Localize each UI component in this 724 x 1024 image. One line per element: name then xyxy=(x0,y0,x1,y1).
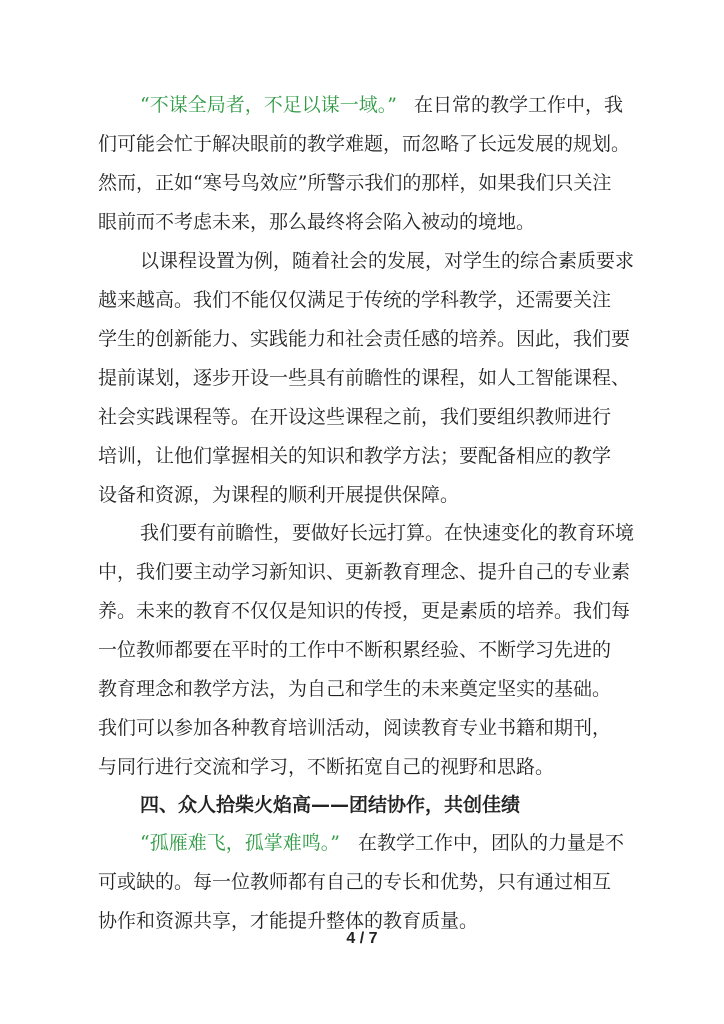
text: 中，我们要主动学习新知识、更新教育理念、提升自己的专业素 xyxy=(98,561,631,583)
paragraph-2-line-4 xyxy=(0,361,724,395)
text: 一位教师都要在平时的工作中不断积累经验、不断学习先进的 xyxy=(98,639,612,661)
text: 培训，让他们掌握相关的知识和教学方法；要配备相应的教学 xyxy=(98,445,612,467)
paragraph-2-line-2 xyxy=(0,283,724,317)
paragraph-4-line-1 xyxy=(0,826,724,860)
text: 们可能会忙于解决眼前的教学难题，而忽略了长远发展的规划。 xyxy=(98,133,631,155)
paragraph-2-line-7 xyxy=(0,478,724,512)
paragraph-3-line-7 xyxy=(0,750,724,784)
paragraph-3-line-6 xyxy=(0,711,724,745)
paragraph-2-line-1 xyxy=(0,244,724,278)
text: 我们要有前瞻性，要做好长远打算。在快速变化的教育环境 xyxy=(140,522,635,544)
text: 与同行进行交流和学习，不断拓宽自己的视野和思路。 xyxy=(98,756,555,778)
text: 越来越高。我们不能仅仅满足于传统的学科教学，还需要关注 xyxy=(98,289,612,311)
text: 社会实践课程等。在开设这些课程之前，我们要组织教师进行 xyxy=(98,406,612,428)
text: 眼前而不考虑未来，那么最终将会陷入被动的境地。 xyxy=(98,211,536,233)
text: 可或缺的。每一位教师都有自己的专长和优势，只有通过相互 xyxy=(98,871,612,893)
section-heading-text: 四、众人拾柴火焰高——团结协作，共创佳绩 xyxy=(140,794,521,816)
paragraph-3-line-3 xyxy=(0,594,724,628)
paragraph-3-line-4 xyxy=(0,633,724,667)
paragraph-1-line-1 xyxy=(0,88,724,122)
section-heading xyxy=(0,788,724,822)
text: 在日常的教学工作中，我 xyxy=(414,94,624,116)
text: 学生的创新能力、实践能力和社会责任感的培养。因此，我们要 xyxy=(98,328,631,350)
page-number: 4 / 7 xyxy=(346,930,378,947)
paragraph-1-line-2 xyxy=(0,127,724,161)
text: 在教学工作中，团队的力量是不 xyxy=(358,832,625,854)
quote-2: “孤雁难飞，孤掌难鸣。” xyxy=(140,832,340,854)
paragraph-3-line-2 xyxy=(0,555,724,589)
text: 以课程设置为例，随着社会的发展，对学生的综合素质要求 xyxy=(140,250,635,272)
text: 提前谋划，逐步开设一些具有前瞻性的课程，如人工智能课程、 xyxy=(98,367,631,389)
paragraph-3-line-5 xyxy=(0,672,724,706)
paragraph-3-line-1 xyxy=(0,516,724,550)
paragraph-2-line-3 xyxy=(0,322,724,356)
text: 协作和资源共享，才能提升整体的教育质量。 xyxy=(98,910,479,932)
text: 设备和资源，为课程的顺利开展提供保障。 xyxy=(98,484,460,506)
text: 我们可以参加各种教育培训活动，阅读教育专业书籍和期刊， xyxy=(98,717,612,739)
text: 然而，正如“寒号鸟效应”所警示我们的那样，如果我们只关注 xyxy=(98,172,612,194)
paragraph-2-line-6 xyxy=(0,439,724,473)
paragraph-1-line-3 xyxy=(0,166,724,200)
paragraph-1-line-4 xyxy=(0,205,724,239)
text: 养。未来的教育不仅仅是知识的传授，更是素质的培养。我们每 xyxy=(98,600,631,622)
paragraph-4-line-2 xyxy=(0,865,724,899)
paragraph-2-line-5 xyxy=(0,400,724,434)
text: 教育理念和教学方法，为自己和学生的未来奠定坚实的基础。 xyxy=(98,678,612,700)
quote-1: “不谋全局者，不足以谋一域。” xyxy=(140,94,397,116)
